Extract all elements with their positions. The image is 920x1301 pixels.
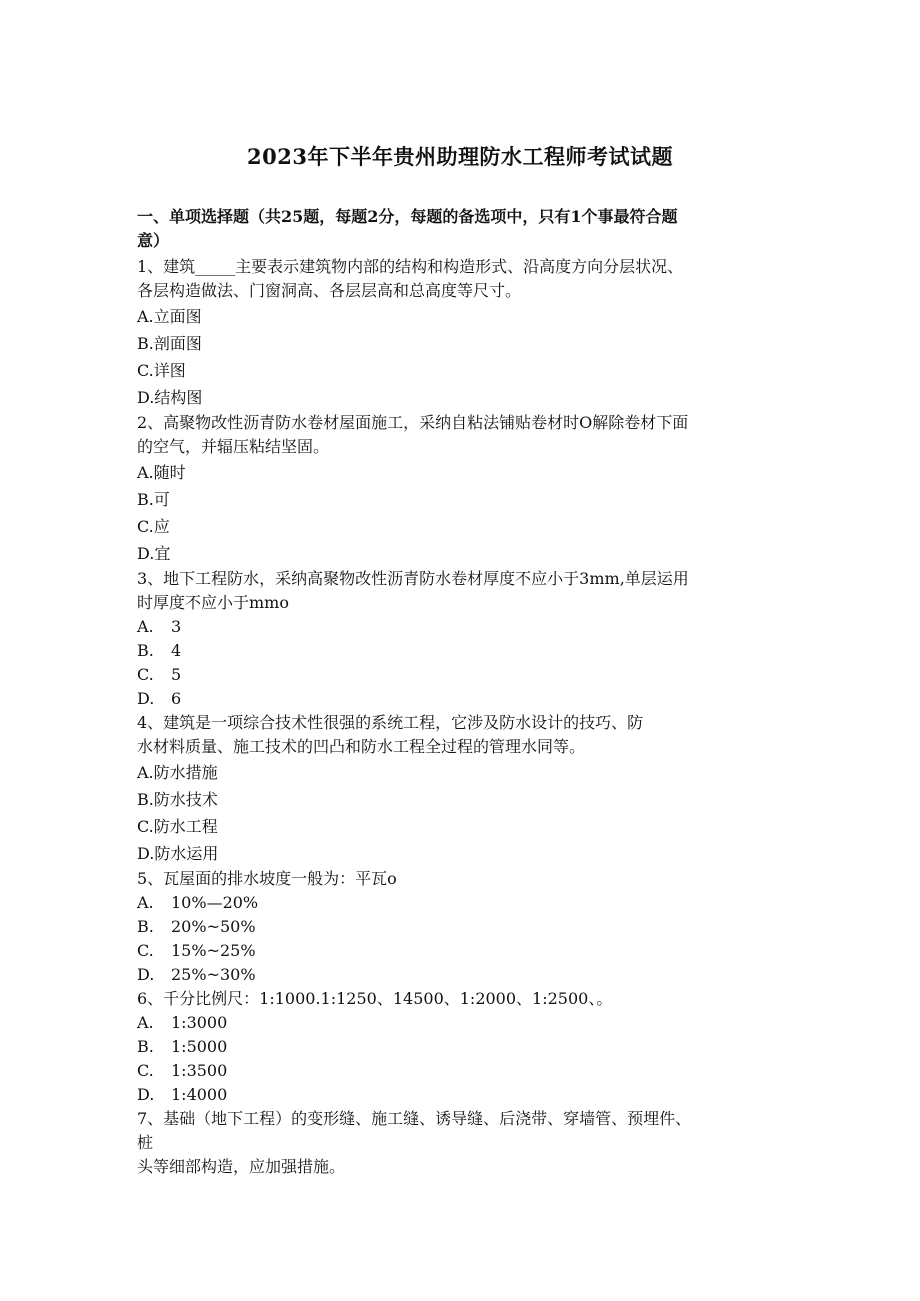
option-letter: A. — [137, 1013, 154, 1032]
option-text: 5 — [171, 665, 182, 684]
option-letter: D. — [137, 388, 155, 407]
question-line: 的空气，并辐压粘结坚固。 — [137, 437, 330, 456]
question-line: 2、高聚物改性沥青防水卷材屋面施工，采纳自粘法铺贴卷材时O解除卷材下面 — [137, 413, 689, 432]
option-letter: D. — [137, 965, 155, 984]
option-b — [137, 486, 787, 513]
section-heading — [137, 205, 787, 253]
option-letter: D. — [137, 1085, 155, 1104]
question-line: 4、建筑是一项综合技术性很强的系统工程，它涉及防水设计的技巧、防 — [137, 713, 644, 732]
option-text: 详图 — [153, 361, 186, 380]
option-letter: B. — [137, 334, 154, 353]
option-text: 剖面图 — [153, 334, 202, 353]
option-d — [137, 963, 787, 987]
option-letter: C. — [137, 1061, 154, 1080]
question-text — [137, 567, 787, 615]
option-text: 防水技术 — [153, 790, 218, 809]
option-c — [137, 513, 787, 540]
option-letter: B. — [137, 1037, 154, 1056]
option-text: 10%—20% — [171, 893, 259, 912]
option-text: 3 — [171, 617, 182, 636]
option-text: 应 — [153, 517, 170, 536]
option-letter: C. — [137, 361, 154, 380]
option-b — [137, 639, 787, 663]
question-line: 7、基础（地下工程）的变形缝、施工缝、诱导缝、后浇带、穿墙管、预埋件、 — [137, 1109, 692, 1128]
option-text: 1:4000 — [171, 1085, 228, 1104]
option-c — [137, 357, 787, 384]
question-line: 6、千分比例尺：1:1000.1:1250、14500、1:2000、1:2500、。 — [137, 989, 613, 1008]
option-d — [137, 540, 787, 567]
options-list — [137, 459, 787, 567]
options-list — [137, 891, 787, 987]
option-text: 随时 — [153, 463, 186, 482]
option-letter: B. — [137, 490, 154, 509]
option-a — [137, 615, 787, 639]
option-text: 25%~30% — [171, 965, 256, 984]
option-text: 1:5000 — [171, 1037, 228, 1056]
question-line: 1、建筑_____主要表示建筑物内部的结构和构造形式、沿高度方向分层状况、 — [137, 257, 684, 276]
option-text: 防水运用 — [154, 844, 219, 863]
option-letter: C. — [137, 665, 154, 684]
option-c — [137, 813, 787, 840]
question-text — [137, 711, 787, 759]
option-text: 可 — [153, 490, 170, 509]
option-d — [137, 384, 787, 411]
option-text: 4 — [171, 641, 182, 660]
option-letter: D. — [137, 689, 155, 708]
option-letter: C. — [137, 941, 154, 960]
option-letter: A. — [137, 307, 154, 326]
option-c — [137, 1059, 787, 1083]
option-text: 结构图 — [154, 388, 203, 407]
options-list — [137, 615, 787, 711]
question-3 — [137, 567, 787, 711]
option-letter: B. — [137, 917, 154, 936]
question-7 — [137, 1107, 787, 1179]
section-heading-line: 意） — [137, 231, 170, 250]
option-text: 宜 — [154, 544, 171, 563]
question-line: 5、瓦屋面的排水坡度一般为：平瓦o — [137, 869, 397, 888]
option-text: 1:3500 — [171, 1061, 228, 1080]
options-list — [137, 759, 787, 867]
option-letter: A. — [137, 763, 154, 782]
option-text: 6 — [171, 689, 182, 708]
option-a — [137, 891, 787, 915]
option-letter: C. — [137, 817, 154, 836]
option-c — [137, 939, 787, 963]
option-text: 20%~50% — [171, 917, 256, 936]
option-a — [137, 459, 787, 486]
option-letter: D. — [137, 844, 155, 863]
question-1 — [137, 255, 787, 411]
option-b — [137, 1035, 787, 1059]
question-line: 头等细部构造，应加强措施。 — [137, 1157, 346, 1176]
section-heading-line: 一、单项选择题（共25题，每题2分，每题的备选项中，只有1个事最符合题 — [137, 207, 678, 226]
question-text — [137, 987, 787, 1011]
option-a — [137, 759, 787, 786]
option-c — [137, 663, 787, 687]
option-letter: A. — [137, 893, 154, 912]
option-text: 1:3000 — [171, 1013, 228, 1032]
option-letter: B. — [137, 790, 154, 809]
question-line: 时厚度不应小于mmo — [137, 593, 289, 612]
option-b — [137, 915, 787, 939]
question-5 — [137, 867, 787, 987]
question-4 — [137, 711, 787, 867]
option-text: 15%~25% — [171, 941, 256, 960]
option-text: 防水措施 — [153, 763, 218, 782]
option-d — [137, 687, 787, 711]
option-text: 立面图 — [153, 307, 202, 326]
question-6 — [137, 987, 787, 1107]
question-text — [137, 1107, 787, 1179]
document-title: 2023年下半年贵州助理防水工程师考试试题 — [247, 144, 673, 169]
option-a — [137, 303, 787, 330]
option-b — [137, 786, 787, 813]
question-line: 3、地下工程防水，采纳高聚物改性沥青防水卷材厚度不应小于3mm,单层运用 — [137, 569, 689, 588]
option-letter: B. — [137, 641, 154, 660]
option-d — [137, 1083, 787, 1107]
question-text — [137, 411, 787, 459]
option-letter: A. — [137, 463, 154, 482]
document-body — [137, 205, 787, 1179]
option-d — [137, 840, 787, 867]
options-list — [137, 1011, 787, 1107]
option-a — [137, 1011, 787, 1035]
option-letter: A. — [137, 617, 154, 636]
option-text: 防水工程 — [153, 817, 218, 836]
question-line: 水材料质量、施工技术的凹凸和防水工程全过程的管理水同等。 — [137, 737, 586, 756]
option-letter: D. — [137, 544, 155, 563]
option-b — [137, 330, 787, 357]
question-2 — [137, 411, 787, 567]
question-line: 桩 — [137, 1133, 154, 1152]
question-text — [137, 867, 787, 891]
question-line: 各层构造做法、门窗洞高、各层层高和总高度等尺寸。 — [137, 281, 522, 300]
option-letter: C. — [137, 517, 154, 536]
options-list — [137, 303, 787, 411]
question-text — [137, 255, 787, 303]
